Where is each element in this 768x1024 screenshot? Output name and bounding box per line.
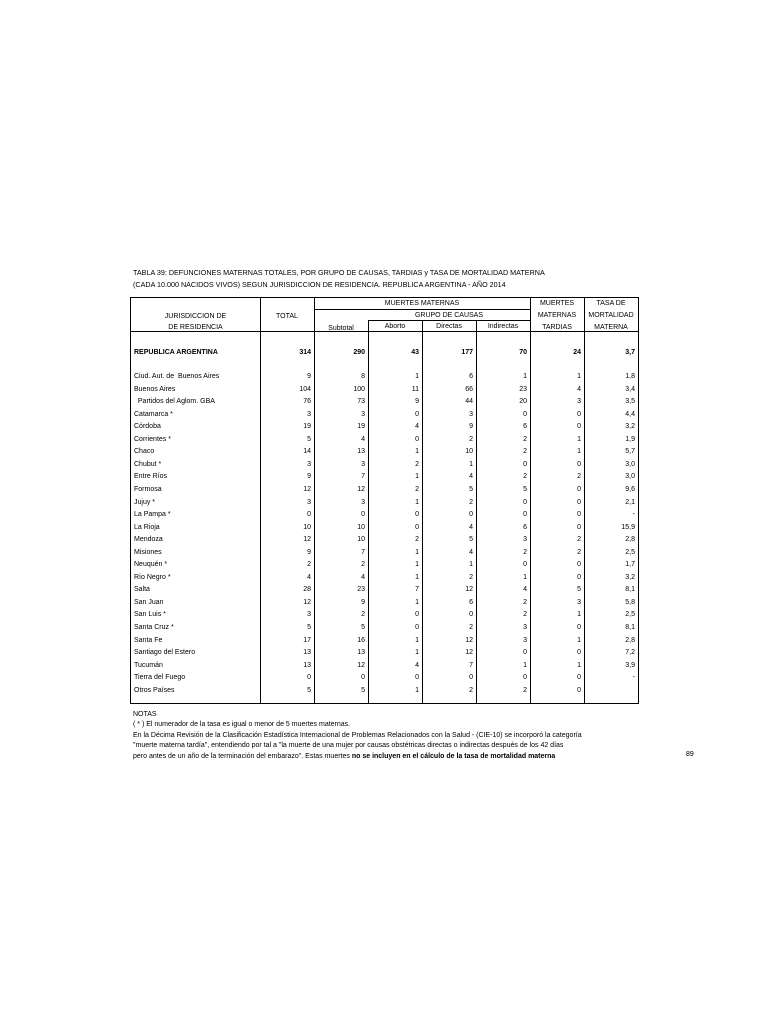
- notes-line-4a: pero antes de un año de la terminación del embarazo". Estas muertes: [133, 752, 352, 760]
- cell-total: 0: [307, 674, 311, 682]
- table-row: [131, 547, 638, 558]
- cell-tardias: 2: [577, 536, 581, 544]
- header-tasa-3: MATERNA: [594, 324, 628, 331]
- cell-subtotal: 10: [357, 523, 365, 531]
- cell-directas: 9: [469, 423, 473, 431]
- cell-tasa: 2,5: [625, 611, 635, 619]
- cell-aborto: 1: [415, 561, 419, 569]
- cell-directas: 44: [465, 398, 473, 406]
- cell-tardias: 5: [577, 586, 581, 594]
- cell-directas: 2: [469, 624, 473, 631]
- title-line-1: TABLA 39: DEFUNCIONES MATERNAS TOTALES, POR GRUPO DE CAUSAS, TARDIAS y TASA DE MORTALIDAD MATERNA: [133, 268, 545, 277]
- cell-indirectas: 3: [523, 536, 527, 544]
- cell-tasa: 8,1: [625, 586, 635, 594]
- cell-indirectas: 2: [523, 598, 527, 606]
- cell-tasa: -: [632, 674, 635, 682]
- cell-jurisdiccion: Salta: [134, 586, 150, 594]
- cell-total: 14: [303, 448, 311, 456]
- cell-tardias: 1: [577, 435, 581, 443]
- cell-tardias: 2: [577, 473, 581, 481]
- cell-aborto: 11: [411, 385, 419, 393]
- header-subtotal: Subtotal: [328, 325, 354, 332]
- table-row: [131, 559, 638, 570]
- cell-tardias: 3: [577, 398, 581, 406]
- table-row: [131, 647, 638, 658]
- cell-directas: 6: [469, 598, 473, 606]
- cell-total: 2: [307, 561, 311, 569]
- cell-directas: 4: [469, 473, 473, 481]
- cell-total: 12: [303, 536, 311, 544]
- cell-jurisdiccion: Misiones: [134, 548, 162, 556]
- cell-total: 9: [307, 373, 311, 380]
- cell-aborto: 1: [415, 498, 419, 506]
- cell-jurisdiccion: Chaco: [134, 448, 155, 456]
- table-row: [131, 371, 638, 382]
- table-row: [131, 396, 638, 407]
- cell-tasa: 2,8: [625, 636, 635, 644]
- cell-indirectas: 0: [523, 561, 527, 569]
- cell-tasa: 3,9: [625, 661, 635, 669]
- cell-total: 3: [307, 410, 311, 418]
- cell-directas: 2: [469, 686, 473, 694]
- cell-jurisdiccion: Entre Ríos: [134, 473, 168, 481]
- table-row: [131, 409, 638, 420]
- cell-indirectas: 0: [523, 410, 527, 418]
- cell-aborto: 2: [415, 460, 419, 468]
- header-directas: Directas: [436, 323, 462, 330]
- cell-directas: 4: [469, 548, 473, 556]
- cell-jurisdiccion: Ciud. Aut. de Buenos Aires: [134, 373, 220, 380]
- cell-jurisdiccion: Río Negro *: [134, 573, 171, 581]
- table-row: [131, 534, 638, 545]
- cell-directas: 66: [465, 385, 473, 393]
- cell-total: 5: [307, 435, 311, 443]
- cell-jurisdiccion: San Luis *: [134, 611, 166, 619]
- header-tardias-1: MUERTES: [539, 300, 575, 307]
- cell-subtotal: 3: [361, 498, 365, 506]
- table-row: [131, 635, 638, 646]
- cell-jurisdiccion: Tierra del Fuego: [134, 674, 186, 682]
- cell-directas: 6: [469, 373, 473, 380]
- cell-aborto: 0: [415, 511, 419, 519]
- table-row: [131, 584, 638, 595]
- cell-indirectas: 3: [523, 624, 527, 631]
- cell-indirectas: 2: [523, 448, 527, 456]
- cell-jurisdiccion: Otros Países: [134, 686, 175, 694]
- table-row-total: [131, 347, 638, 358]
- table-row: [131, 421, 638, 432]
- cell-tardias: 0: [577, 511, 581, 519]
- table-row: [131, 471, 638, 482]
- cell-directas: 10: [465, 448, 473, 456]
- cell-aborto: 0: [415, 410, 419, 418]
- cell-indirectas: 1: [523, 573, 527, 581]
- cell-subtotal: 19: [357, 423, 365, 431]
- cell-aborto: 1: [415, 373, 419, 380]
- cell-directas: 5: [469, 536, 473, 544]
- cell-jurisdiccion: Formosa: [134, 485, 162, 493]
- cell-tardias: 0: [577, 686, 581, 694]
- table-row: [131, 522, 638, 533]
- table-row: [131, 384, 638, 395]
- cell-aborto: 0: [415, 435, 419, 443]
- cell-jurisdiccion: REPUBLICA ARGENTINA: [134, 349, 218, 356]
- table-row: [131, 572, 638, 583]
- cell-tardias: 1: [577, 448, 581, 456]
- header-grupo-causas: GRUPO DE CAUSAS: [414, 312, 484, 319]
- cell-subtotal: 0: [361, 511, 365, 519]
- cell-directas: 177: [461, 349, 473, 356]
- header-muertes-maternas: MUERTES MATERNAS: [384, 300, 460, 307]
- header-tardias-2: MATERNAS: [537, 312, 577, 319]
- cell-jurisdiccion: Jujuy *: [134, 498, 156, 506]
- table-row: [131, 685, 638, 696]
- cell-total: 19: [303, 423, 311, 431]
- notes-line-2: En la Décima Revisión de la Clasificación Estadística Internacional de Problemas Relacionados con la Salud - (CIE-10) se incorporó la categoría: [133, 731, 582, 739]
- cell-indirectas: 0: [523, 498, 527, 506]
- table-title: [133, 267, 545, 290]
- cell-tasa: 1,8: [625, 373, 635, 380]
- cell-directas: 1: [469, 561, 473, 569]
- cell-total: 5: [307, 624, 311, 631]
- cell-tardias: 3: [577, 598, 581, 606]
- header-divider: [314, 309, 530, 310]
- cell-tardias: 0: [577, 423, 581, 431]
- table-row: [131, 672, 638, 683]
- cell-aborto: 0: [415, 611, 419, 619]
- cell-subtotal: 16: [357, 636, 365, 644]
- cell-indirectas: 20: [519, 398, 527, 406]
- cell-total: 10: [303, 523, 311, 531]
- header-jurisdiccion-2: DE RESIDENCIA: [168, 324, 223, 331]
- cell-jurisdiccion: Tucumán: [134, 661, 163, 669]
- cell-total: 13: [303, 649, 311, 657]
- notes-line-4b: no se incluyen en el cálculo de la tasa de mortalidad materna: [351, 752, 556, 760]
- cell-indirectas: 0: [523, 460, 527, 468]
- cell-tardias: 0: [577, 498, 581, 506]
- cell-tardias: 2: [577, 548, 581, 556]
- cell-tardias: 0: [577, 649, 581, 657]
- cell-tasa: 4,4: [625, 410, 635, 418]
- cell-subtotal: 13: [357, 649, 365, 657]
- cell-indirectas: 0: [523, 674, 527, 682]
- title-line-2: (CADA 10.000 NACIDOS VIVOS) SEGUN JURISDICCION DE RESIDENCIA. REPUBLICA ARGENTINA - AÑO 2014: [133, 279, 506, 289]
- cell-subtotal: 12: [357, 661, 365, 669]
- cell-indirectas: 1: [523, 661, 527, 669]
- cell-directas: 2: [469, 435, 473, 443]
- cell-subtotal: 3: [361, 410, 365, 418]
- header-tasa-1: TASA DE: [596, 300, 626, 307]
- header-aborto: Aborto: [384, 323, 406, 330]
- cell-jurisdiccion: San Juan: [134, 598, 164, 606]
- cell-total: 5: [307, 686, 311, 694]
- cell-aborto: 0: [415, 674, 419, 682]
- cell-jurisdiccion: Buenos Aires: [134, 385, 176, 393]
- cell-indirectas: 2: [523, 473, 527, 481]
- cell-subtotal: 9: [361, 598, 365, 606]
- cell-total: 0: [307, 511, 311, 519]
- cell-tasa: 5,8: [625, 598, 635, 606]
- cell-indirectas: 2: [523, 548, 527, 556]
- cell-jurisdiccion: La Pampa *: [134, 511, 171, 519]
- cell-subtotal: 5: [361, 624, 365, 631]
- notes-line-3: "muerte materna tardía", entendiendo por tal a "la muerte de una mujer por causas obstétricas directas o indirectas después de los 42 días: [133, 742, 564, 750]
- cell-directas: 12: [465, 586, 473, 594]
- cell-directas: 3: [469, 410, 473, 418]
- cell-jurisdiccion: Córdoba: [134, 423, 161, 431]
- cell-indirectas: 1: [523, 373, 527, 380]
- cell-tasa: 3,2: [625, 573, 635, 581]
- notes: [133, 710, 582, 762]
- cell-jurisdiccion: Santiago del Estero: [134, 649, 196, 657]
- cell-jurisdiccion: Catamarca *: [134, 410, 173, 418]
- cell-tasa: 3,5: [625, 398, 635, 406]
- cell-subtotal: 5: [361, 686, 365, 694]
- cell-directas: 12: [465, 636, 473, 644]
- cell-subtotal: 12: [357, 485, 365, 493]
- cell-directas: 0: [469, 511, 473, 519]
- cell-subtotal: 100: [353, 385, 365, 393]
- cell-tasa: 9,6: [625, 485, 635, 493]
- cell-aborto: 2: [415, 485, 419, 493]
- cell-aborto: 0: [415, 624, 419, 631]
- cell-subtotal: 7: [361, 473, 365, 481]
- cell-tardias: 0: [577, 573, 581, 581]
- table-row: [131, 497, 638, 508]
- cell-tasa: 5,7: [625, 448, 635, 456]
- cell-jurisdiccion: Santa Cruz *: [134, 624, 174, 631]
- cell-tasa: 1,7: [625, 561, 635, 569]
- cell-total: 12: [303, 598, 311, 606]
- cell-directas: 4: [469, 523, 473, 531]
- cell-aborto: 1: [415, 649, 419, 657]
- cell-tardias: 4: [577, 385, 581, 393]
- cell-subtotal: 23: [357, 586, 365, 594]
- cell-total: 17: [303, 636, 311, 644]
- table-row: [131, 597, 638, 608]
- cell-tardias: 0: [577, 410, 581, 418]
- cell-directas: 1: [469, 460, 473, 468]
- cell-total: 13: [303, 661, 311, 669]
- cell-tardias: 0: [577, 523, 581, 531]
- cell-tasa: 3,7: [625, 349, 635, 356]
- cell-tardias: 1: [577, 373, 581, 380]
- cell-total: 314: [299, 349, 311, 356]
- cell-tardias: 0: [577, 674, 581, 682]
- cell-directas: 7: [469, 661, 473, 669]
- table-row: [131, 622, 638, 633]
- cell-total: 9: [307, 473, 311, 481]
- header-jurisdiccion-1: JURISDICCION DE: [164, 313, 227, 320]
- cell-aborto: 2: [415, 536, 419, 544]
- cell-subtotal: 4: [361, 573, 365, 581]
- cell-indirectas: 2: [523, 686, 527, 694]
- cell-aborto: 4: [415, 661, 419, 669]
- cell-indirectas: 4: [523, 586, 527, 594]
- cell-subtotal: 7: [361, 548, 365, 556]
- header-total: TOTAL: [276, 313, 298, 320]
- cell-tardias: 1: [577, 636, 581, 644]
- cell-indirectas: 3: [523, 636, 527, 644]
- cell-total: 3: [307, 460, 311, 468]
- data-table: [130, 297, 639, 704]
- cell-aborto: 1: [415, 548, 419, 556]
- cell-tardias: 0: [577, 624, 581, 631]
- notes-line-1: ( * ) El numerador de la tasa es igual o menor de 5 muertes maternas.: [133, 721, 351, 729]
- cell-total: 12: [303, 485, 311, 493]
- cell-jurisdiccion: Partidos del Aglom. GBA: [134, 398, 215, 406]
- cell-indirectas: 70: [519, 349, 527, 356]
- cell-tasa: 2,1: [625, 498, 635, 506]
- table-row: [131, 434, 638, 445]
- cell-directas: 0: [469, 674, 473, 682]
- cell-subtotal: 73: [357, 398, 365, 406]
- cell-subtotal: 10: [357, 536, 365, 544]
- cell-jurisdiccion: Santa Fe: [134, 636, 163, 644]
- cell-indirectas: 23: [519, 385, 527, 393]
- cell-aborto: 1: [415, 448, 419, 456]
- cell-jurisdiccion: Corrientes *: [134, 435, 171, 443]
- cell-tardias: 0: [577, 460, 581, 468]
- cell-indirectas: 6: [523, 423, 527, 431]
- cell-jurisdiccion: La Rioja: [134, 523, 160, 531]
- cell-subtotal: 13: [357, 448, 365, 456]
- cell-directas: 12: [465, 649, 473, 657]
- cell-total: 4: [307, 573, 311, 581]
- cell-aborto: 1: [415, 686, 419, 694]
- cell-subtotal: 4: [361, 435, 365, 443]
- cell-tasa: 8,1: [625, 624, 635, 631]
- cell-aborto: 43: [411, 349, 419, 356]
- table-row: [131, 484, 638, 495]
- cell-total: 3: [307, 611, 311, 619]
- cell-tasa: 1,9: [625, 435, 635, 443]
- notes-heading: NOTAS: [133, 711, 157, 718]
- header-tardias-3: TARDIAS: [542, 324, 572, 331]
- cell-tasa: 2,8: [625, 536, 635, 544]
- cell-jurisdiccion: Mendoza: [134, 536, 163, 544]
- cell-subtotal: 2: [361, 561, 365, 569]
- cell-aborto: 9: [415, 398, 419, 406]
- cell-indirectas: 2: [523, 611, 527, 619]
- cell-tasa: 3,0: [625, 473, 635, 481]
- cell-tasa: 7,2: [625, 649, 635, 657]
- cell-aborto: 1: [415, 573, 419, 581]
- cell-indirectas: 5: [523, 485, 527, 493]
- cell-tasa: 3,4: [625, 385, 635, 393]
- cell-jurisdiccion: Chubut *: [134, 460, 162, 468]
- cell-tardias: 24: [573, 349, 581, 356]
- header-indirectas: Indirectas: [487, 323, 519, 330]
- cell-aborto: 1: [415, 598, 419, 606]
- table-row: [131, 609, 638, 620]
- cell-subtotal: 290: [353, 349, 365, 356]
- cell-aborto: 4: [415, 423, 419, 431]
- table-row: [131, 459, 638, 470]
- cell-tasa: 2,5: [625, 548, 635, 556]
- cell-aborto: 0: [415, 523, 419, 531]
- cell-indirectas: 6: [523, 523, 527, 531]
- cell-tasa: 3,2: [625, 423, 635, 431]
- cell-total: 9: [307, 548, 311, 556]
- page-number: 89: [686, 751, 694, 758]
- cell-aborto: 7: [415, 586, 419, 594]
- cell-total: 3: [307, 498, 311, 506]
- cell-total: 28: [303, 586, 311, 594]
- cell-tardias: 0: [577, 485, 581, 493]
- cell-indirectas: 0: [523, 649, 527, 657]
- header-tasa-2: MORTALIDAD: [588, 312, 634, 319]
- cell-aborto: 1: [415, 636, 419, 644]
- cell-indirectas: 2: [523, 435, 527, 443]
- cell-total: 76: [303, 398, 311, 406]
- cell-tardias: 0: [577, 561, 581, 569]
- cell-tardias: 1: [577, 661, 581, 669]
- cell-aborto: 1: [415, 473, 419, 481]
- cell-jurisdiccion: Neuquén *: [134, 561, 168, 569]
- cell-subtotal: 8: [361, 373, 365, 380]
- cell-directas: 2: [469, 498, 473, 506]
- cell-subtotal: 0: [361, 674, 365, 682]
- cell-total: 104: [299, 385, 311, 393]
- cell-directas: 5: [469, 485, 473, 493]
- cell-subtotal: 3: [361, 460, 365, 468]
- cell-directas: 2: [469, 573, 473, 581]
- notes-line-4: [133, 752, 582, 762]
- cell-tasa: 15,9: [621, 523, 635, 531]
- table-row: [131, 446, 638, 457]
- cell-tasa: -: [632, 511, 635, 519]
- cell-indirectas: 0: [523, 511, 527, 519]
- table-row: [131, 509, 638, 520]
- table-row: [131, 660, 638, 671]
- cell-tardias: 1: [577, 611, 581, 619]
- cell-tasa: 3,0: [625, 460, 635, 468]
- cell-directas: 0: [469, 611, 473, 619]
- cell-subtotal: 2: [361, 611, 365, 619]
